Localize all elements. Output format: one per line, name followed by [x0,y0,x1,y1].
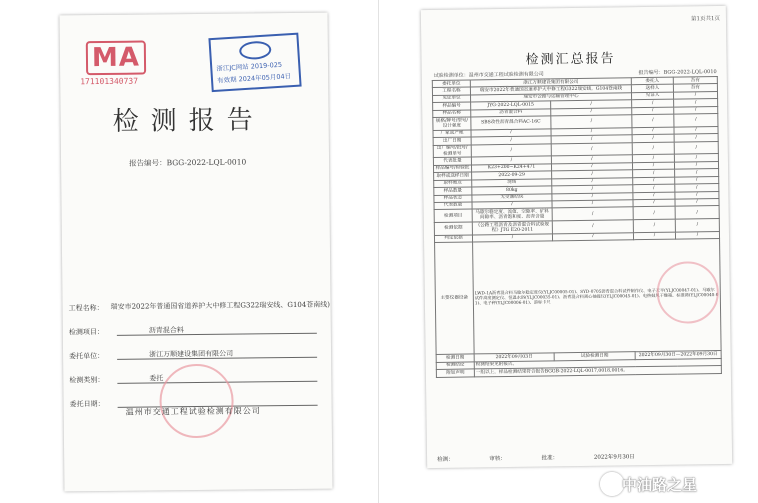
table-cell: 2022-09-29 [472,171,552,180]
table-cell: 检测结果见附报告。 [474,358,721,369]
table-cell: 见证单位 [433,95,471,103]
table-cell: / [551,128,632,137]
table-cell: 出厂日期 [433,137,471,145]
table-cell: 马歇尔稳定度、流值、空隙率、矿料间隙率、沥青饱和度、沥青含量 [472,208,552,222]
table-cell: 检测依据 [434,222,472,235]
table-cell: 吾有 [673,84,717,92]
table-cell: 一组以上，样品检测结果符合报告BGGB-2022-LQL-0017,0018,0016。 [474,366,721,377]
table-cell: / [632,127,674,135]
table-cell: 80kg [472,186,552,195]
table-cell: / [674,161,718,169]
table-cell: 工程名称 [432,87,470,95]
table-cell: / [471,156,551,165]
table-cell: LWD-1A沥青混合料马歇尔稳定度仪(YLJC00005-01)、SYD-0705沥青混合料试件制作仪、电子天平(YLJC00047-01)、马歇尔试件高度测定仪、恒温水浴(YLJC00035-01)、沥青混合料离心抽提仪(YLJC00045-01)、电热鼓风干燥箱、标准筛(YLJC00040-01)、电子秤(YLJC00006-01)、游标卡尺 [473,239,722,354]
summary-report-number: 报告编号：BGG-2022-LQL-0010 [638,69,717,77]
page-divider [378,0,379,503]
company-seal [159,364,234,439]
cma-logo: MA [86,41,146,76]
table-cell: / [632,134,674,142]
table-cell: / [633,169,675,177]
table-cell: 样品名称 [433,110,471,118]
field-value: 委托 [149,374,164,383]
jc-logo-icon [239,40,272,60]
table-cell: / [552,207,633,221]
table-cell: / [674,134,718,142]
table-cell: 判定依据 [434,235,472,243]
table-cell: JYG-2022-LQL-0015 [471,101,551,110]
table-cell: 检测日期 [436,354,474,362]
table-cell: / [551,155,632,164]
table-cell: 吾有 [673,77,717,85]
table-cell: / [551,135,632,144]
table-cell: / [551,100,632,109]
table-cell: 瑞安市公路与运输管理中心 [471,93,632,103]
table-cell: / [472,234,552,243]
signature-line [437,451,727,463]
field-date [70,399,105,409]
table-cell: 无受潮结块 [472,193,552,202]
field-value: 沥青混合料 [148,326,184,335]
table-cell: / [633,206,675,219]
summary-table [432,76,722,378]
table-cell: 样品数量 [434,187,472,195]
table-cell: 2022年09月03日 [474,353,554,362]
table-cell: / [633,232,675,240]
table-cell: / [675,176,719,184]
table-cell: / [472,201,552,210]
table-cell: / [551,163,632,172]
sign-approver: 批准： [541,455,559,462]
table-cell: 厂家或产地 [433,130,471,138]
table-cell: / [551,115,632,129]
field-test-item [68,326,184,337]
field-category [69,374,164,385]
cover-organization: 温州市交通工程试验检测有限公司 [125,406,261,417]
table-cell: / [673,91,717,99]
table-cell: SBS改性沥青混合料AC-16C [471,116,551,130]
table-cell: / [675,184,719,192]
table-cell: / [552,192,633,201]
table-cell: / [633,192,675,200]
table-cell: 委托人 [631,77,673,85]
table-cell: / [552,220,633,234]
table-cell: / [471,136,551,145]
table-cell: / [551,142,632,156]
table-cell: / [552,185,633,194]
table-cell: / [674,114,718,127]
table-cell: 样品状态 [434,194,472,202]
table-cell: / [552,170,633,179]
table-cell: 主要仪器设备 [435,242,475,355]
table-cell: 出厂编号/批号/检测单号 [433,145,471,158]
table-cell: 沥青混合料 [471,108,551,117]
table-cell: / [632,142,674,155]
cover-page [60,13,333,492]
table-cell: / [674,99,718,107]
watermark-text: 中油路之星 [622,476,698,494]
summary-title: 检测汇总报告 [525,51,616,68]
field-value: 浙江万顺建设集团有限公司 [149,349,234,359]
summary-page [421,6,732,468]
stamp-line-2: 有效期 2024年05月04日 [216,72,292,85]
table-cell: / [471,129,551,138]
table-cell: 样品编号/检验批 [433,165,471,173]
table-cell: / [632,99,674,107]
field-label: 工程名称： [68,303,104,313]
table-cell: / [674,154,718,162]
table-cell: / [674,126,718,134]
table-cell: / [675,219,719,232]
table-cell: / [471,144,551,158]
table-cell: 取样地点 [434,180,472,188]
table-cell: / [552,200,633,209]
cma-number: 171101340737 [80,76,139,87]
table-cell: 2022年09月30日—2022年09月30日 [635,351,721,360]
table-cell: 试验检测日期 [554,352,635,361]
field-client [69,349,234,361]
table-cell: 见证人 [631,92,673,100]
table-cell: 检测项目 [434,209,472,222]
table-cell: / [633,199,675,207]
table-cell: / [675,191,719,199]
table-cell: / [633,184,675,192]
table-cell: 浙江万顺建设集团有限公司 [470,78,631,88]
table-cell: 现场 [472,179,552,188]
page-number: 第1页共1页 [690,15,721,23]
cover-title: 检测报告 [112,105,265,137]
table-cell: / [675,169,719,177]
table-cell: / [632,155,674,163]
field-label: 委托单位： [69,351,105,361]
wechat-icon [600,472,624,496]
table-cell: / [675,231,719,239]
table-cell: / [632,114,674,127]
cover-report-number: 报告编号：BGG-2022-LQL-0010 [129,157,247,168]
field-label: 委托日期： [69,399,105,409]
sign-tester: 检测： [437,456,454,463]
table-cell: 代表批量 [433,157,471,165]
field-label: 检测类别： [69,375,105,385]
table-cell: 送样人 [631,85,673,93]
table-cell: K23+200~K24+471 [471,164,551,173]
table-cell: 《公路工程沥青及沥青混合料试验规程》JTG E20-2011 [472,221,552,235]
table-cell: 附加声明 [436,369,474,377]
table-cell: 检测结论 [436,362,474,370]
field-value: 瑞安市2022年普通国省道养护大中修工程G322瑞安线、G104苍南线) [110,300,331,311]
table-cell: 样品编号 [433,102,471,110]
table-cell: / [633,219,675,232]
table-cell: / [632,107,674,115]
table-cell: / [632,162,674,170]
table-cell: 代表数量 [434,202,472,210]
table-cell: / [675,206,719,219]
sign-reviewer: 审核： [489,456,506,463]
test-unit: 试验检测单位：温州市交通工程试验检测有限公司 [433,71,544,79]
table-cell: / [674,106,718,114]
table-cell: / [674,141,718,154]
qualification-stamp [208,33,301,93]
stamp-line-1: 浙江JC网站 2019-025 [216,60,283,73]
sign-date: 2022年9月30日 [593,454,635,461]
table-cell: 规格/牌号/型号/设计强度 [433,117,471,130]
field-project [68,300,331,313]
table-cell: / [675,198,719,206]
table-cell: / [552,233,633,242]
table-cell: 取样或送样日期 [434,172,472,180]
table-cell: / [552,177,633,186]
table-cell: / [633,177,675,185]
table-cell: 瑞安市2022年普通国省道养护大中修工程G322瑞安线，G104苍南线 [470,85,631,95]
table-cell: 委托单位 [432,80,470,88]
field-label: 检测项目： [68,327,104,337]
table-cell: / [551,107,632,116]
